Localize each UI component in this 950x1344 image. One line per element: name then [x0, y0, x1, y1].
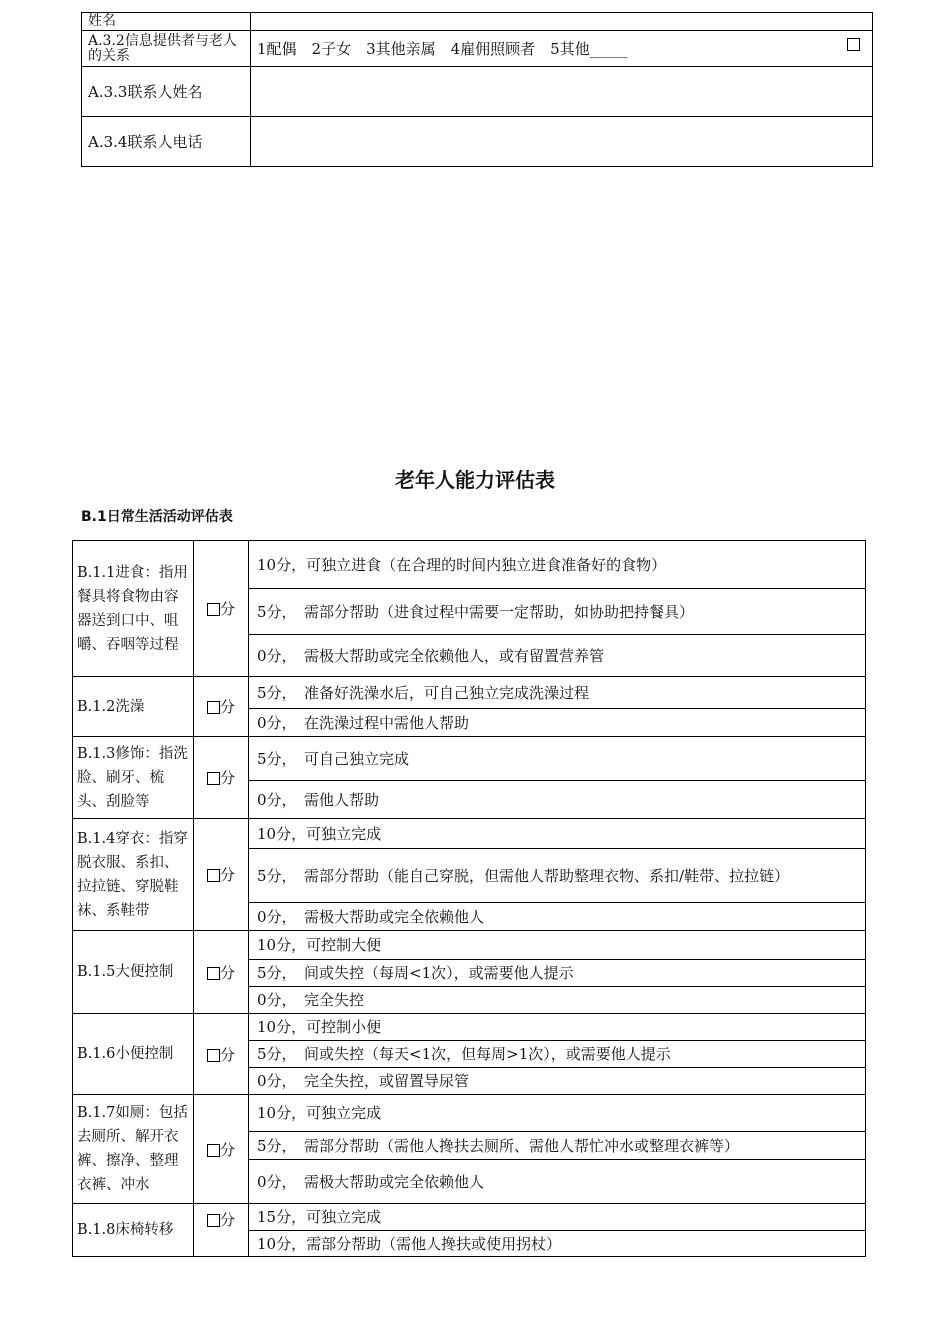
option-text: 5分， 需部分帮助（需他人搀扶去厕所、需他人帮忙冲水或整理衣裤等）: [249, 1132, 866, 1160]
option-text: 15分，可独立完成: [249, 1204, 866, 1231]
option-text: 0分， 在洗澡过程中需他人帮助: [249, 709, 866, 737]
contact-name-field[interactable]: [251, 67, 873, 117]
score-checkbox[interactable]: [207, 772, 220, 785]
table-row: [73, 737, 866, 781]
option-text: 5分， 可自己独立完成: [249, 737, 866, 781]
option-text: 5分， 需部分帮助（能自己穿脱，但需他人帮助整理衣物、系扣/鞋带、拉拉链）: [249, 849, 866, 903]
option-text: 5分， 间或失控（每周<1次），或需要他人提示: [249, 960, 866, 987]
score-checkbox[interactable]: [207, 967, 220, 980]
score-cell[interactable]: [194, 677, 249, 737]
score-unit: 分: [219, 866, 235, 884]
relationship-checkbox[interactable]: [847, 38, 860, 51]
item-label: B.1.1进食：指用餐具将食物由容器送到口中、咀嚼、吞咽等过程: [73, 541, 194, 677]
table-row: [73, 819, 866, 849]
page-title: 老年人能力评估表: [395, 468, 555, 492]
relationship-options: 1配偶 2子女 3其他亲属 4雇佣照顾者 5其他_____: [257, 40, 628, 58]
option-text: 10分，可独立完成: [249, 819, 866, 849]
row-label: A.3.4联系人电话: [82, 117, 251, 167]
score-checkbox[interactable]: [207, 701, 220, 714]
option-text: 5分， 间或失控（每天<1次，但每周>1次），或需要他人提示: [249, 1041, 866, 1068]
option-text: 10分，可控制大便: [249, 931, 866, 960]
score-checkbox[interactable]: [207, 1144, 220, 1157]
table-row: [73, 931, 866, 960]
relationship-field[interactable]: [251, 31, 873, 67]
table-row: [73, 1095, 866, 1132]
item-label: B.1.7如厕：包括去厕所、解开衣裤、擦净、整理衣裤、冲水: [73, 1095, 194, 1204]
score-checkbox[interactable]: [207, 1049, 220, 1062]
score-unit: 分: [219, 1211, 235, 1229]
score-unit: 分: [219, 963, 235, 982]
option-text: 0分， 完全失控: [249, 987, 866, 1014]
score-unit: 分: [219, 1140, 235, 1159]
score-cell[interactable]: [194, 819, 249, 931]
option-text: 0分， 需他人帮助: [249, 781, 866, 819]
table-row: [73, 1014, 866, 1041]
score-unit: 分: [219, 769, 235, 787]
option-text: 0分， 需极大帮助或完全依赖他人，或有留置营养管: [249, 635, 866, 677]
option-text: 5分， 需部分帮助（进食过程中需要一定帮助，如协助把持餐具）: [249, 589, 866, 635]
contact-phone-field[interactable]: [251, 117, 873, 167]
row-label: 姓名: [82, 13, 251, 31]
score-unit: 分: [219, 600, 235, 618]
contact-info-table: [81, 12, 873, 167]
item-label: B.1.5大便控制: [73, 931, 194, 1014]
option-text: 0分， 需极大帮助或完全依赖他人: [249, 1160, 866, 1204]
option-text: 10分，可控制小便: [249, 1014, 866, 1041]
score-cell[interactable]: [194, 1014, 249, 1095]
score-cell[interactable]: [194, 541, 249, 677]
option-text: 5分， 准备好洗澡水后，可自己独立完成洗澡过程: [249, 677, 866, 709]
item-label: B.1.4穿衣：指穿脱衣服、系扣、拉拉链、穿脱鞋袜、系鞋带: [73, 819, 194, 931]
table-row: [73, 677, 866, 709]
option-text: 10分，需部分帮助（需他人搀扶或使用拐杖）: [249, 1231, 866, 1257]
item-label: B.1.2洗澡: [73, 677, 194, 737]
item-label: B.1.3修饰：指洗脸、刷牙、梳头、刮脸等: [73, 737, 194, 819]
table-row: [82, 67, 873, 117]
item-label: B.1.6小便控制: [73, 1014, 194, 1095]
row-label: A.3.3联系人姓名: [82, 67, 251, 117]
score-unit: 分: [219, 698, 235, 716]
table-row: [82, 13, 873, 31]
score-cell[interactable]: [194, 1095, 249, 1204]
option-text: 10分，可独立完成: [249, 1095, 866, 1132]
score-checkbox[interactable]: [207, 1214, 220, 1227]
score-cell[interactable]: [194, 737, 249, 819]
score-checkbox[interactable]: [207, 869, 220, 882]
item-label: B.1.8床椅转移: [73, 1204, 194, 1257]
score-checkbox[interactable]: [207, 603, 220, 616]
table-row: [82, 117, 873, 167]
table-row: [73, 541, 866, 589]
table-row: [73, 1204, 866, 1231]
score-cell[interactable]: [194, 1204, 249, 1257]
name-field[interactable]: [251, 13, 873, 31]
score-unit: 分: [219, 1045, 235, 1064]
table-row: [82, 31, 873, 67]
option-text: 0分， 需极大帮助或完全依赖他人: [249, 903, 866, 931]
option-text: 0分， 完全失控，或留置导尿管: [249, 1068, 866, 1095]
section-title: B.1日常生活活动评估表: [81, 509, 233, 525]
adl-assessment-table: [72, 540, 866, 1257]
option-text: 10分，可独立进食（在合理的时间内独立进食准备好的食物）: [249, 541, 866, 589]
score-cell[interactable]: [194, 931, 249, 1014]
row-label: A.3.2信息提供者与老人的关系: [82, 31, 251, 67]
